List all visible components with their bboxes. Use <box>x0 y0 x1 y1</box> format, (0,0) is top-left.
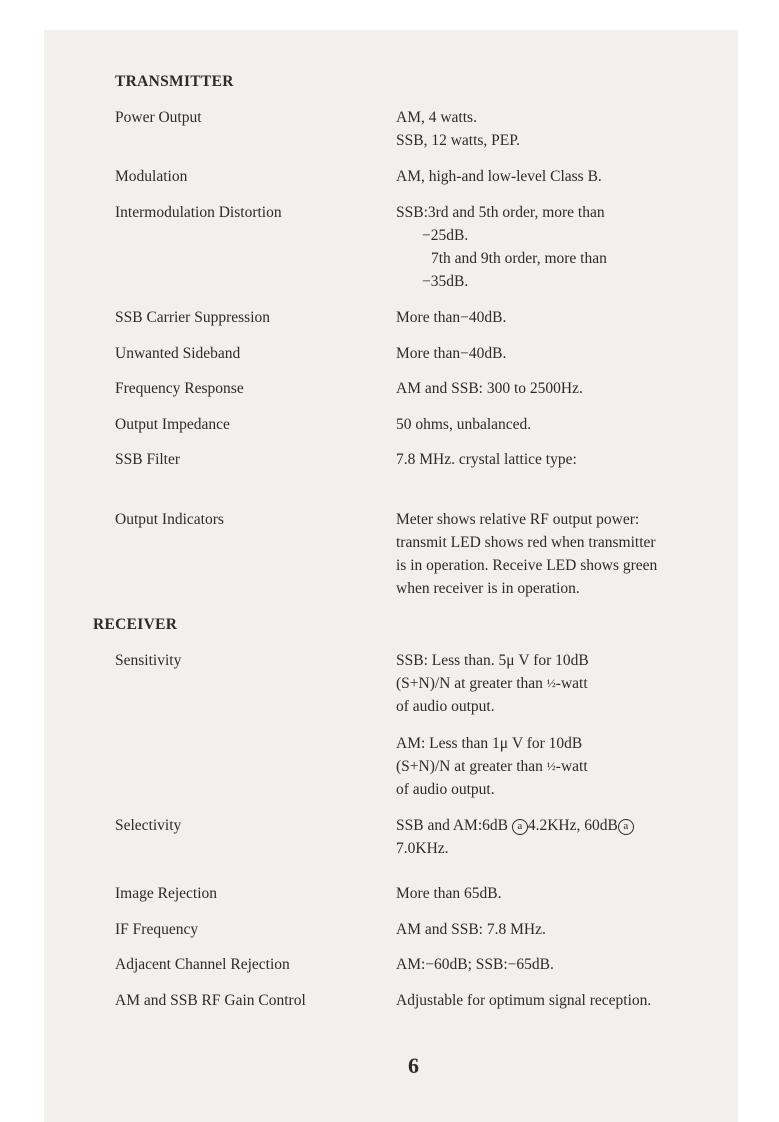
output-indicators-line2: transmit LED shows red when transmitter <box>396 534 656 551</box>
rf-gain-label: AM and SSB RF Gain Control <box>115 992 306 1009</box>
page-number: 6 <box>408 1053 419 1078</box>
sensitivity-ssb-line3: of audio output. <box>396 698 495 715</box>
modulation-value: AM, high-and low-level Class B. <box>396 168 602 185</box>
half-fraction: ½ <box>546 759 556 773</box>
output-impedance-value: 50 ohms, unbalanced. <box>396 416 532 433</box>
sensitivity-am-line1: AM: Less than 1μ V for 10dB <box>396 735 583 752</box>
power-output-ssb: SSB, 12 watts, PEP. <box>396 132 521 149</box>
output-indicators-line1: Meter shows relative RF output power: <box>396 511 640 528</box>
half-fraction: ½ <box>546 676 556 690</box>
output-indicators-line4: when receiver is in operation. <box>396 580 580 597</box>
unwanted-sideband-label: Unwanted Sideband <box>115 345 241 362</box>
transmitter-heading: TRANSMITTER <box>115 73 234 90</box>
ssb-filter-value: 7.8 MHz. crystal lattice type: <box>396 451 577 468</box>
rf-gain-value: Adjustable for optimum signal reception. <box>396 992 652 1009</box>
carrier-suppression-label: SSB Carrier Suppression <box>115 309 270 326</box>
output-indicators-line3: is in operation. Receive LED shows green <box>396 557 658 574</box>
sensitivity-label: Sensitivity <box>115 652 182 669</box>
circled-at-symbol: a <box>512 819 528 835</box>
output-impedance-label: Output Impedance <box>115 416 230 433</box>
if-frequency-value: AM and SSB: 7.8 MHz. <box>396 921 546 938</box>
circled-at-symbol: a <box>618 819 634 835</box>
freq-response-label: Frequency Response <box>115 380 244 397</box>
sensitivity-ssb-line1: SSB: Less than. 5μ V for 10dB <box>396 652 589 669</box>
intermod-line1: SSB:3rd and 5th order, more than <box>396 204 605 221</box>
carrier-suppression-value: More than−40dB. <box>396 309 507 326</box>
receiver-heading: RECEIVER <box>93 616 178 633</box>
adjacent-channel-label: Adjacent Channel Rejection <box>115 956 290 973</box>
unwanted-sideband-value: More than−40dB. <box>396 345 507 362</box>
image-rejection-label: Image Rejection <box>115 885 217 902</box>
intermod-line3: 7th and 9th order, more than <box>431 250 607 267</box>
sensitivity-ssb-line2: (S+N)/N at greater than ½-watt <box>396 675 588 692</box>
freq-response-value: AM and SSB: 300 to 2500Hz. <box>396 380 583 397</box>
selectivity-line1: SSB and AM:6dB a 4.2KHz, 60dB a <box>396 814 634 837</box>
selectivity-line2: 7.0KHz. <box>396 840 449 857</box>
modulation-label: Modulation <box>115 168 188 185</box>
sensitivity-am-line2: (S+N)/N at greater than ½-watt <box>396 758 588 775</box>
power-output-am: AM, 4 watts. <box>396 109 477 126</box>
if-frequency-label: IF Frequency <box>115 921 199 938</box>
ssb-filter-label: SSB Filter <box>115 451 181 468</box>
selectivity-label: Selectivity <box>115 817 182 834</box>
intermod-line4: −35dB. <box>422 273 469 290</box>
intermod-label: Intermodulation Distortion <box>115 204 282 221</box>
sensitivity-am-line3: of audio output. <box>396 781 495 798</box>
power-output-label: Power Output <box>115 109 202 126</box>
intermod-line2: −25dB. <box>422 227 469 244</box>
adjacent-channel-value: AM:−60dB; SSB:−65dB. <box>396 956 554 973</box>
output-indicators-label: Output Indicators <box>115 511 224 528</box>
image-rejection-value: More than 65dB. <box>396 885 502 902</box>
